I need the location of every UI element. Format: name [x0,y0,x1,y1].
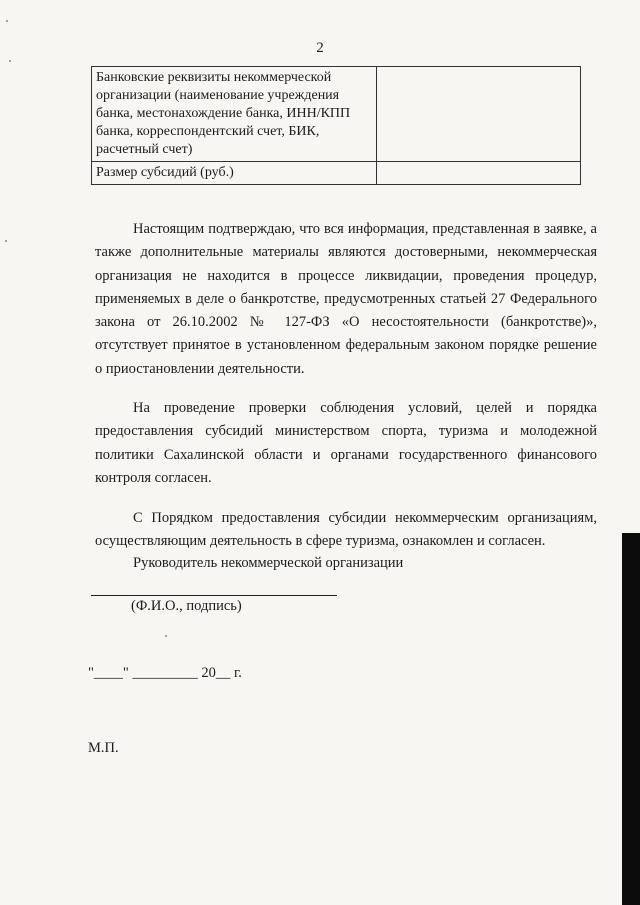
procedure-acknowledgement-text: С Порядком предоставления субсидии некоммерческим организациям, осуществляющим деятельность в сфере туризма, ознакомлен и согласен. [95,510,597,550]
scan-speck [165,635,167,637]
confirmation-text: Настоящим подтверждаю, что вся информация, представленная в заявке, а также дополнительные материалы являются достоверными, некоммерческая организация не находится в процессе ликвидации, проведения процедур, применяемых в деле о банкротстве, предусмотренных статьей 27 Федерального закона от 26.10.2002 № 127-ФЗ «О несостоятельности (банкротстве)», отсутствует принятое в установленном федеральным законом порядке решение о приостановлении деятельности. [95,221,597,377]
scan-speck [6,20,8,22]
subsidy-amount-value[interactable] [377,162,581,185]
signature-line[interactable] [91,595,337,596]
head-of-organization-label: Руководитель некоммерческой организации [133,555,404,571]
page-number: 2 [316,40,324,56]
subsidy-amount-label: Размер субсидий (руб.) [92,162,377,185]
bank-details-label: Банковские реквизиты некоммерческой организации (наименование учреждения банка, местонахождение банка, ИНН/КПП банка, корреспондентский счет, БИК, расчетный счет) [92,67,377,162]
inspection-consent-text: На проведение проверки соблюдения условий, целей и порядка предоставления субсидий министерством спорта, туризма и молодежной политики Сахалинской области и органами государственного финансового контроля согласен. [95,400,597,486]
confirmation-paragraph [95,218,597,381]
scan-edge-shadow [622,533,640,905]
scan-speck [9,60,11,62]
stamp-label: М.П. [88,740,119,756]
table-row [92,67,581,162]
procedure-acknowledgement-paragraph [95,507,597,554]
scan-speck [5,240,7,242]
signature-caption: (Ф.И.О., подпись) [131,598,242,614]
requisites-table [91,66,581,185]
bank-details-value[interactable] [377,67,581,162]
table-row [92,162,581,185]
inspection-consent-paragraph [95,397,597,490]
date-field[interactable]: "____" _________ 20__ г. [88,665,242,681]
